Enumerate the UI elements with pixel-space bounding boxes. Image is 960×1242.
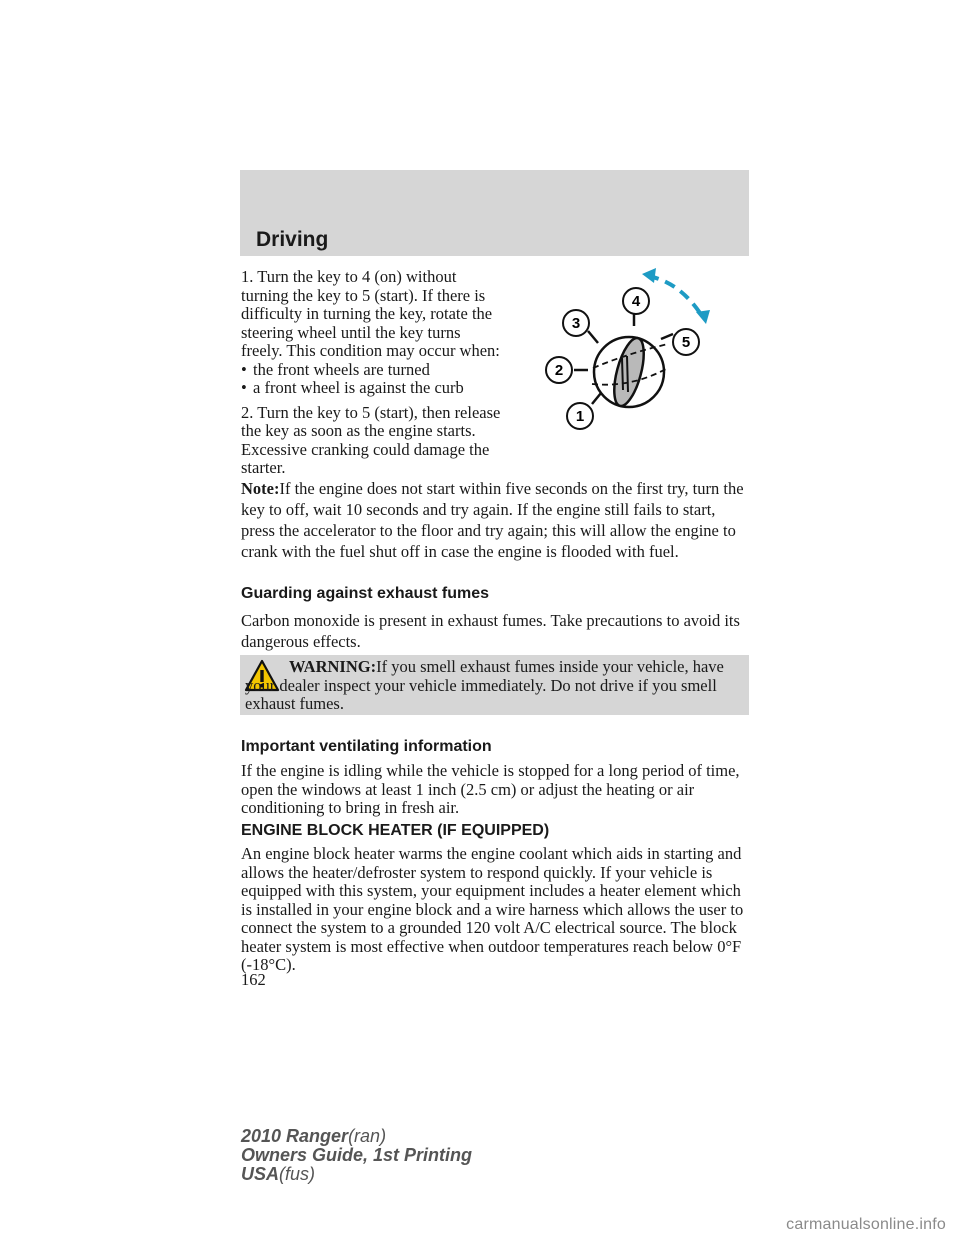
ventilation-text: If the engine is idling while the vehicle is stopped for a long period of time, open the windows at least 1 inch (2.5 cm) or adjust the heating or air conditioning to bring in fresh air. [241, 761, 740, 817]
site-watermark: carmanualsonline.info [786, 1216, 946, 1233]
section-title: Driving [256, 228, 329, 251]
ignition-key-diagram [530, 268, 750, 448]
position-label-3: 3 [571, 315, 581, 332]
footer-market-code: (fus) [279, 1164, 316, 1184]
tick-3 [588, 331, 598, 343]
exhaust-text: Carbon monoxide is present in exhaust fumes. Take precautions to avoid its dangerous effects. [241, 611, 740, 651]
position-label-4: 4 [631, 293, 641, 310]
note-label: Note: [241, 479, 280, 498]
bullet-item [241, 361, 503, 380]
ventilation-heading: Important ventilating information [241, 738, 492, 755]
note-paragraph [241, 478, 749, 562]
step-2-text: 2. Turn the key to 5 (start), then release the key as soon as the engine starts. Excessive cranking could damage the starter. [241, 402, 501, 477]
bullet-text: a front wheel is against the curb [253, 378, 464, 397]
document-footer [241, 1127, 472, 1184]
tick-1 [592, 393, 601, 404]
footer-market: USA [241, 1164, 280, 1184]
bullet-glyph: • [241, 378, 247, 397]
arrow-head-end [696, 310, 710, 324]
step-1-text: 1. Turn the key to 4 (on) without turning the key to 5 (start). If there is difficulty in turning the key, rotate the steering wheel until the key turns freely. This condition may occur when: [241, 267, 500, 360]
warning-text: If you smell exhaust fumes inside your vehicle, have your dealer inspect your vehicle immediately. Do not drive if you smell exhaust fumes. [245, 657, 724, 713]
bullet-glyph: • [241, 359, 247, 379]
position-label-5: 5 [681, 334, 691, 351]
bullet-text: the front wheels are turned [253, 359, 430, 379]
bullet-item [241, 379, 503, 398]
tick-5 [661, 334, 673, 339]
starting-steps [241, 268, 503, 478]
warning-text-block [245, 658, 745, 714]
footer-edition: Owners Guide, 1st Printing [241, 1145, 473, 1165]
note-text: If the engine does not start within five seconds on the first try, turn the key to off, wait 10 seconds and try again. If the engine still fails to start, press the accelerator to the floor and try again; this will allow the engine to crank with the fuel shut off in case the engine is flooded with fuel. [241, 479, 744, 561]
page-number: 162 [241, 970, 266, 989]
position-label-1: 1 [575, 408, 585, 425]
position-label-2: 2 [554, 362, 564, 379]
rotation-arrow [648, 276, 702, 316]
warning-label: WARNING: [289, 657, 377, 676]
exhaust-heading: Guarding against exhaust fumes [241, 585, 490, 602]
footer-model-code: (ran) [348, 1126, 387, 1146]
arrow-head-start [642, 268, 656, 283]
block-heater-text: An engine block heater warms the engine coolant which aids in starting and allows the heater/defroster system to respond quickly. If your vehicle is equipped with this system, your equipment includes a heater element which is installed in your engine block and a wire harness which allows the user to connect the system to a grounded 120 volt A/C electrical source. The block heater system is most effective when outdoor temperatures reach below 0°F (-18°C). [241, 844, 744, 974]
footer-model: 2010 Ranger [241, 1126, 349, 1146]
block-heater-heading: ENGINE BLOCK HEATER (IF EQUIPPED) [241, 822, 550, 839]
